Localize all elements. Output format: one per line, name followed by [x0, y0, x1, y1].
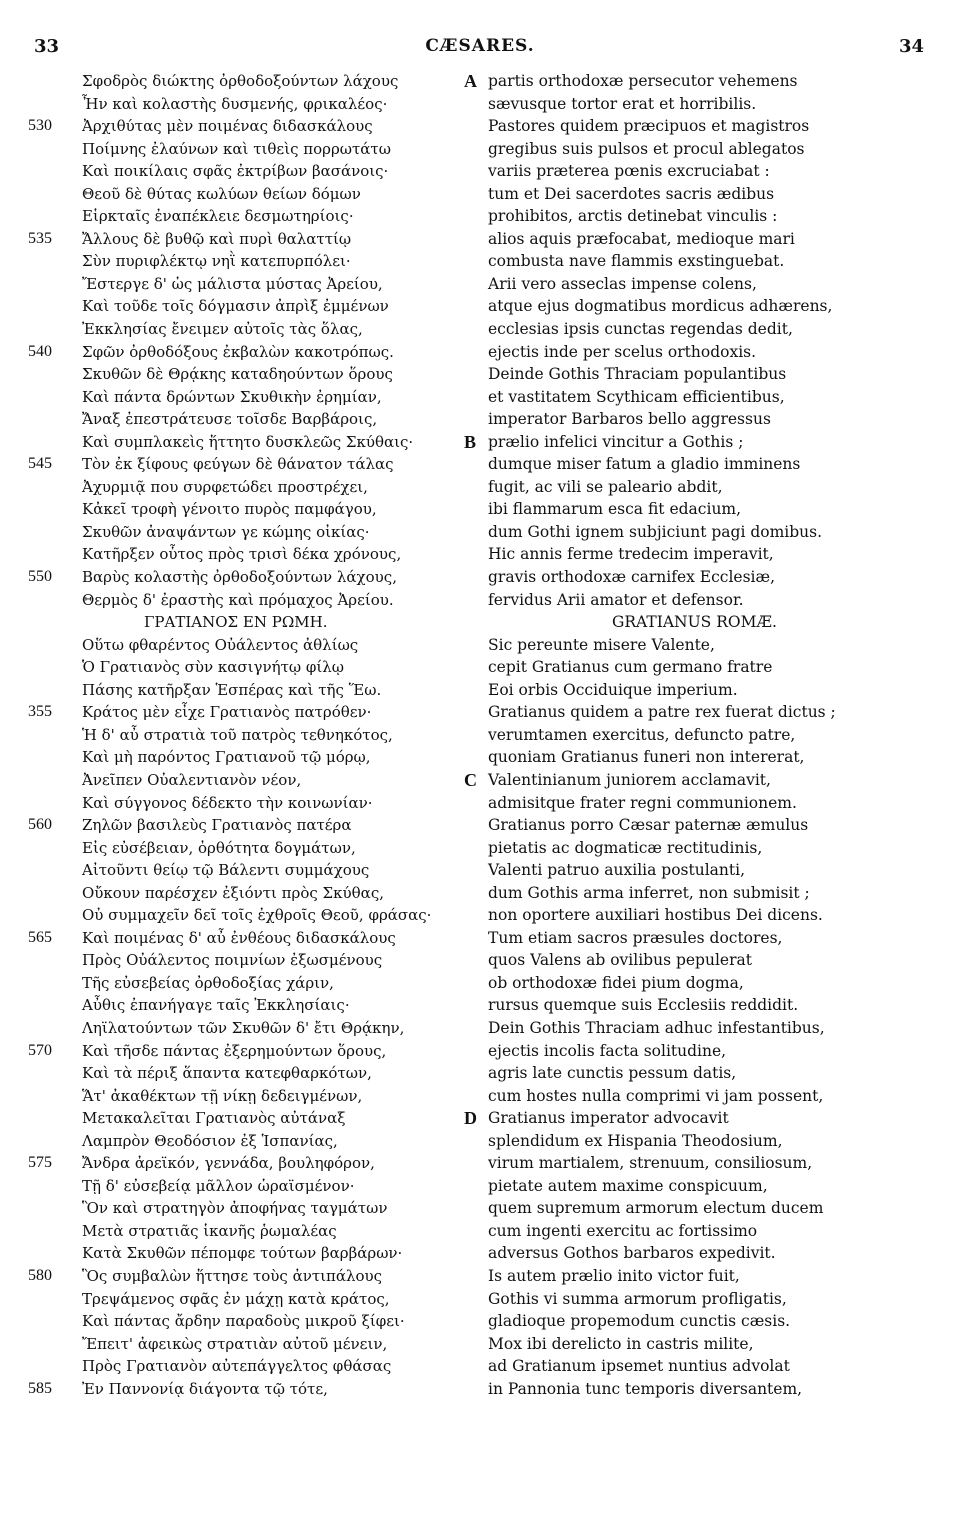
greek-verse-text: Βαρὺς κολαστὴς ὀρθοδοξούντων λάχους, — [82, 568, 397, 587]
latin-verse-text: atque ejus dogmatibus mordicus adhærens, — [488, 297, 833, 316]
latin-verse-text: ibi flammarum esca fit edacium, — [488, 500, 742, 519]
latin-verse-text: in Pannonia tunc temporis diversantem, — [488, 1379, 803, 1398]
greek-verse-text: Κατῆρξεν οὗτος πρὸς τρισὶ δέκα χρόνους, — [82, 545, 402, 564]
greek-verse-line — [46, 589, 464, 612]
latin-verse-text: Mox ibi derelicto in castris milite, — [488, 1334, 754, 1353]
latin-verse-text: quem supremum armorum electum ducem — [488, 1199, 824, 1218]
latin-verse-text: dum Gothis arma inferret, non submisit ; — [488, 883, 810, 902]
latin-verse-line — [488, 1378, 928, 1401]
latin-verse-text: GRATIANUS ROMÆ. — [612, 613, 777, 632]
greek-verse-line — [46, 138, 464, 161]
greek-verse-text: Σκυθῶν ἀναψάντων γε κώμης οἰκίας· — [82, 522, 370, 541]
latin-verse-line — [488, 634, 928, 657]
verse-number: 565 — [28, 928, 52, 946]
greek-verse-text: Καὶ πάντας ἄρδην παραδοὺς μικροῦ ξίφει· — [82, 1312, 405, 1331]
latin-verse-text: et vastitatem Scythicam efficientibus, — [488, 387, 785, 406]
greek-verse-line — [46, 792, 464, 815]
latin-verse-text: sævusque tortor erat et horribilis. — [488, 94, 757, 113]
greek-verse-text: Καὶ ποιμένας δ' αὖ ἐνθέους διδασκάλους — [82, 928, 396, 947]
right-page-number: 34 — [898, 36, 924, 57]
greek-verse-line — [46, 746, 464, 769]
greek-verse-text: Σφοδρὸς διώκτης ὀρθοδοξούντων λάχους — [82, 72, 399, 90]
greek-verse-text: Θερμὸς δ' ἐραστὴς καὶ πρόμαχος Ἀρείου. — [82, 590, 394, 609]
margin-letter: B — [464, 431, 477, 452]
latin-verse-line — [488, 679, 928, 702]
latin-verse-line — [488, 724, 928, 747]
greek-verse-line — [46, 183, 464, 206]
greek-verse-line — [46, 724, 464, 747]
latin-verse-text: prohibitos, arctis detinebat vinculis : — [488, 207, 778, 226]
latin-verse-text: virum martialem, strenuum, consiliosum, — [488, 1154, 813, 1173]
greek-verse-text: Ἐν Παννονίᾳ διάγοντα τῷ τότε, — [82, 1379, 328, 1398]
latin-verse-line — [488, 746, 928, 769]
greek-verse-line — [28, 1152, 464, 1175]
greek-verse-text: Ἦν καὶ κολαστὴς δυσμενής, φρικαλέος· — [82, 94, 388, 113]
greek-verse-line — [46, 70, 464, 93]
greek-verse-text: Ἔπειτ' ἀφεικὼς στρατιὰν αὐτοῦ μένειν, — [82, 1334, 388, 1353]
latin-verse-text: ecclesias ipsis cunctas regendas dedit, — [488, 320, 793, 339]
greek-verse-line — [28, 1378, 464, 1401]
greek-verse-line — [46, 476, 464, 499]
latin-verse-text: non oportere auxiliari hostibus Dei dicens. — [488, 906, 823, 925]
greek-verse-text: Ἄλλους δὲ βυθῷ καὶ πυρὶ θαλαττίῳ — [82, 229, 352, 248]
greek-verse-line — [46, 93, 464, 116]
greek-verse-line — [46, 1062, 464, 1085]
latin-verse-line — [488, 701, 928, 724]
page-header — [0, 36, 960, 60]
verse-number: 550 — [28, 568, 52, 586]
latin-verse-text: verumtamen exercitus, defuncto patre, — [488, 725, 796, 744]
greek-verse-text: Ἀνεῖπεν Οὐαλεντιανὸν νέον, — [82, 770, 302, 789]
greek-verse-text: Ὁ Γρατιανὸς σὺν κασιγνήτῳ φίλῳ — [82, 658, 345, 677]
greek-verse-text: Καὶ σύγγονος δέδεκτο τὴν κοινωνίαν· — [82, 793, 373, 812]
greek-verse-text: Ὃς συμβαλὼν ἥττησε τοὺς ἀντιπάλους — [82, 1266, 383, 1285]
greek-verse-line — [46, 1288, 464, 1311]
latin-verse-text: Hic annis ferme tredecim imperavit, — [488, 545, 774, 564]
greek-verse-text: Πρὸς Γρατιανὸν αὐτεπάγγελτος φθάσας — [82, 1357, 392, 1376]
greek-verse-line — [46, 250, 464, 273]
latin-verse-text: ejectis incolis facta solitudine, — [488, 1041, 727, 1060]
latin-verse-text: Valentinianum juniorem acclamavit, — [488, 770, 771, 789]
greek-verse-text: Καὶ μὴ παρόντος Γρατιανοῦ τῷ μόρῳ, — [82, 748, 371, 767]
greek-verse-text: ΓΡΑΤΙΑΝΟΣ ΕΝ ΡΩΜΗ. — [144, 613, 328, 632]
greek-verse-text: Τῇ δ' εὐσεβείᾳ μᾶλλον ὡραϊσμένον· — [82, 1176, 355, 1195]
greek-verse-line — [46, 273, 464, 296]
greek-verse-text: Σφῶν ὀρθοδόξους ἐκβαλὼν κακοτρόπως. — [82, 342, 394, 361]
latin-verse-line — [488, 1355, 928, 1378]
greek-verse-text: Ἐκκλησίας ἔνειμεν αὐτοῖς τὰς ὅλας, — [82, 320, 363, 339]
greek-verse-line — [46, 1017, 464, 1040]
latin-verse-line — [488, 250, 928, 273]
latin-verse-text: cepit Gratianus cum germano fratre — [488, 658, 773, 677]
latin-verse-text: imperator Barbaros bello aggressus — [488, 410, 771, 429]
latin-column — [464, 70, 928, 1400]
greek-verse-line — [46, 1333, 464, 1356]
latin-section-heading — [488, 611, 928, 634]
greek-verse-text: Τὸν ἐκ ξίφους φεύγων δὲ θάνατον τάλας — [82, 455, 394, 474]
greek-verse-line — [46, 656, 464, 679]
greek-verse-text: Πρὸς Οὐάλεντος ποιμνίων ἐξωσμένους — [82, 951, 383, 970]
greek-column — [28, 70, 464, 1400]
latin-verse-line — [488, 949, 928, 972]
greek-verse-line — [28, 453, 464, 476]
latin-verse-line — [488, 408, 928, 431]
greek-verse-line — [46, 1130, 464, 1153]
greek-verse-text: Μετὰ στρατιᾶς ἱκανῆς ῥωμαλέας — [82, 1221, 337, 1240]
latin-verse-line — [488, 656, 928, 679]
latin-verse-text: Tum etiam sacros præsules doctores, — [488, 928, 783, 947]
latin-verse-line — [488, 1017, 928, 1040]
latin-verse-line — [488, 476, 928, 499]
verse-number: 530 — [28, 117, 52, 135]
greek-verse-line — [46, 904, 464, 927]
latin-verse-line — [488, 1130, 928, 1153]
greek-verse-line — [46, 634, 464, 657]
latin-verse-text: cum ingenti exercitu ac fortissimo — [488, 1221, 758, 1240]
latin-verse-line — [488, 1242, 928, 1265]
greek-verse-line — [46, 769, 464, 792]
greek-verse-text: Ἀρχιθύτας μὲν ποιμένας διδασκάλους — [82, 117, 373, 136]
greek-verse-line — [46, 949, 464, 972]
latin-verse-text: tum et Dei sacerdotes sacris ædibus — [488, 184, 775, 203]
latin-verse-text: quoniam Gratianus funeri non intererat, — [488, 748, 805, 767]
greek-verse-text: Οὐ συμμαχεῖν δεῖ τοῖς ἐχθροῖς Θεοῦ, φράσας· — [82, 906, 432, 925]
greek-verse-line — [28, 115, 464, 138]
greek-verse-line — [28, 341, 464, 364]
verse-number: 355 — [28, 703, 52, 721]
latin-verse-line — [488, 205, 928, 228]
latin-verse-text: Arii vero asseclas impense colens, — [488, 274, 757, 293]
greek-verse-text: Ληϊλατούντων τῶν Σκυθῶν δ' ἔτι Θρᾴκην, — [82, 1018, 405, 1037]
greek-verse-text: Ἀχυρμιᾷ που συρφετώδει προστρέχει, — [82, 477, 368, 496]
greek-verse-line — [46, 521, 464, 544]
latin-verse-line — [488, 160, 928, 183]
left-page-number: 33 — [34, 36, 60, 57]
latin-verse-line — [464, 769, 928, 792]
latin-verse-text: gregibus suis pulsos et procul ablegatos — [488, 139, 805, 158]
greek-verse-text: Καὶ συμπλακεὶς ἥττητο δυσκλεῶς Σκύθαις· — [82, 432, 414, 451]
latin-verse-line — [488, 589, 928, 612]
verse-number: 560 — [28, 816, 52, 834]
latin-verse-text: adversus Gothos barbaros expedivit. — [488, 1244, 776, 1263]
greek-verse-line — [28, 814, 464, 837]
latin-verse-text: variis præterea pœnis excruciabat : — [488, 162, 770, 181]
latin-verse-text: gladioque propemodum cunctis cæsis. — [488, 1312, 791, 1331]
latin-verse-line — [488, 1333, 928, 1356]
latin-verse-line — [488, 927, 928, 950]
latin-verse-text: Gratianus imperator advocavit — [488, 1109, 729, 1128]
latin-verse-line — [488, 972, 928, 995]
verse-number: 545 — [28, 455, 52, 473]
latin-verse-line — [488, 341, 928, 364]
latin-verse-text: prælio infelici vincitur a Gothis ; — [488, 432, 744, 451]
greek-verse-line — [46, 1107, 464, 1130]
margin-letter: C — [464, 769, 477, 790]
latin-verse-text: fervidus Arii amator et defensor. — [488, 590, 744, 609]
greek-verse-line — [46, 1220, 464, 1243]
margin-letter: A — [464, 71, 477, 91]
latin-verse-text: pietatis ac dogmaticæ rectitudinis, — [488, 838, 763, 857]
latin-verse-line — [488, 115, 928, 138]
greek-verse-text: Κράτος μὲν εἶχε Γρατιανὸς πατρόθεν· — [82, 703, 372, 722]
greek-verse-line — [28, 1040, 464, 1063]
greek-verse-line — [46, 679, 464, 702]
latin-verse-text: ad Gratianum ipsemet nuntius advolat — [488, 1357, 790, 1376]
latin-verse-line — [464, 431, 928, 454]
latin-verse-line — [488, 295, 928, 318]
greek-verse-line — [46, 431, 464, 454]
greek-verse-text: Σκυθῶν δὲ Θρᾴκης καταδηούντων ὅρους — [82, 365, 393, 384]
greek-verse-text: Ἔστεργε δ' ὡς μάλιστα μύστας Ἀρείου, — [82, 274, 383, 293]
greek-verse-line — [46, 1085, 464, 1108]
latin-verse-line — [488, 859, 928, 882]
latin-verse-line — [488, 1175, 928, 1198]
latin-verse-text: cum hostes nulla comprimi vi jam possent, — [488, 1086, 824, 1105]
latin-verse-line — [488, 453, 928, 476]
greek-verse-line — [46, 837, 464, 860]
greek-verse-text: Αἰτοῦντι θείῳ τῷ Βάλεντι συμμάχους — [82, 861, 370, 880]
latin-verse-text: gravis orthodoxæ carnifex Ecclesiæ, — [488, 568, 776, 587]
latin-verse-line — [488, 498, 928, 521]
greek-verse-line — [28, 1265, 464, 1288]
margin-letter: D — [464, 1108, 477, 1129]
greek-verse-line — [46, 994, 464, 1017]
greek-verse-text: Οὕτω φθαρέντος Οὐάλεντος ἀθλίως — [82, 635, 359, 654]
verse-number: 585 — [28, 1379, 52, 1397]
latin-verse-line — [488, 814, 928, 837]
greek-verse-text: Αὖθις ἐπανήγαγε ταῖς Ἐκκλησίαις· — [82, 996, 350, 1015]
latin-verse-line — [464, 1107, 928, 1130]
latin-verse-line — [488, 183, 928, 206]
verse-number: 540 — [28, 342, 52, 360]
latin-verse-line — [488, 1310, 928, 1333]
latin-verse-line — [488, 837, 928, 860]
latin-verse-text: fugit, ac vili se paleario abdit, — [488, 477, 723, 496]
latin-verse-text: dum Gothi ignem subjiciunt pagi domibus. — [488, 522, 823, 541]
latin-verse-line — [488, 363, 928, 386]
latin-verse-line — [488, 792, 928, 815]
greek-verse-line — [46, 386, 464, 409]
latin-verse-text: Is autem prælio inito victor fuit, — [488, 1266, 740, 1285]
latin-verse-line — [488, 1085, 928, 1108]
latin-verse-text: alios aquis præfocabat, medioque mari — [488, 229, 795, 248]
greek-verse-text: Θεοῦ δὲ θύτας κωλύων θείων δόμων — [82, 184, 361, 203]
greek-verse-text: Καὶ ποικίλαις σφᾶς ἐκτρίβων βασάνοις· — [82, 162, 389, 181]
greek-verse-text: Ποίμνης ἐλαύνων καὶ τιθεὶς πορρωτάτω — [82, 139, 391, 158]
greek-verse-text: Ἄναξ ἐπεστράτευσε τοῖσδε Βαρβάροις, — [82, 410, 378, 429]
latin-verse-line — [488, 138, 928, 161]
verse-number: 570 — [28, 1041, 52, 1059]
latin-verse-line — [488, 1062, 928, 1085]
greek-verse-text: Ἡ δ' αὖ στρατιὰ τοῦ πατρὸς τεθνηκότος, — [82, 725, 393, 744]
latin-verse-text: ejectis inde per scelus orthodoxis. — [488, 342, 757, 361]
latin-verse-line — [488, 318, 928, 341]
greek-verse-text: Κἀκεῖ τροφὴ γένοιτο πυρὸς παμφάγου, — [82, 500, 377, 519]
greek-verse-text: Εἱρκταῖς ἐναπέκλειε δεσμωτηρίοις· — [82, 207, 354, 226]
running-title: CÆSARES. — [425, 36, 535, 56]
latin-verse-line — [488, 273, 928, 296]
verse-number: 575 — [28, 1154, 52, 1172]
greek-verse-text: Ἄνδρα ἀρεϊκόν, γεννάδα, βουληφόρον, — [82, 1154, 375, 1173]
greek-verse-text: Καὶ πάντα δρώντων Σκυθικὴν ἐρημίαν, — [82, 387, 382, 406]
verse-number: 535 — [28, 229, 52, 247]
latin-verse-line — [488, 543, 928, 566]
latin-verse-line — [488, 1197, 928, 1220]
greek-verse-text: Μετακαλεῖται Γρατιανὸς αὐτάναξ — [82, 1109, 346, 1128]
latin-verse-line — [488, 1040, 928, 1063]
greek-verse-text: Ἅτ' ἀκαθέκτων τῇ νίκῃ δεδειγμένων, — [82, 1086, 363, 1105]
latin-verse-text: quos Valens ab ovilibus pepulerat — [488, 951, 752, 970]
greek-section-heading — [46, 611, 464, 634]
latin-verse-line — [488, 994, 928, 1017]
greek-verse-text: Εἰς εὐσέβειαν, ὀρθότητα δογμάτων, — [82, 838, 356, 857]
greek-verse-line — [46, 363, 464, 386]
latin-verse-line — [488, 1220, 928, 1243]
latin-verse-line — [488, 1152, 928, 1175]
latin-verse-text: splendidum ex Hispania Theodosium, — [488, 1131, 783, 1150]
greek-verse-line — [46, 498, 464, 521]
greek-verse-line — [46, 295, 464, 318]
latin-verse-text: ob orthodoxæ fidei pium dogma, — [488, 973, 744, 992]
latin-verse-line — [488, 882, 928, 905]
latin-verse-line — [488, 566, 928, 589]
latin-verse-line — [488, 521, 928, 544]
latin-verse-text: pietate autem maxime conspicuum, — [488, 1176, 768, 1195]
latin-verse-line — [488, 228, 928, 251]
latin-verse-line — [488, 1265, 928, 1288]
greek-verse-line — [46, 160, 464, 183]
verse-number: 580 — [28, 1266, 52, 1284]
greek-verse-line — [46, 1355, 464, 1378]
greek-verse-text: Κατὰ Σκυθῶν πέπομφε τούτων βαρβάρων· — [82, 1244, 403, 1263]
latin-verse-text: Eoi orbis Occiduique imperium. — [488, 680, 738, 699]
greek-verse-text: Λαμπρὸν Θεοδόσιον ἐξ Ἱσπανίας, — [82, 1131, 338, 1150]
latin-verse-text: dumque miser fatum a gladio imminens — [488, 455, 801, 474]
greek-verse-text: Καὶ τῆσδε πάντας ἐξερημούντων ὅρους, — [82, 1041, 387, 1060]
greek-verse-line — [46, 1197, 464, 1220]
latin-verse-text: Deinde Gothis Thraciam populantibus — [488, 365, 787, 384]
greek-verse-text: Οὔκουν παρέσχεν ἐξιόντι πρὸς Σκύθας, — [82, 883, 384, 902]
latin-verse-text: combusta nave flammis exstinguebat. — [488, 252, 785, 271]
latin-verse-text: Gratianus porro Cæsar paternæ æmulus — [488, 816, 809, 835]
latin-verse-line — [488, 93, 928, 116]
greek-verse-line — [28, 566, 464, 589]
latin-verse-text: Valenti patruo auxilia postulanti, — [488, 861, 745, 880]
greek-verse-text: Τῆς εὐσεβείας ὀρθοδοξίας χάριν, — [82, 973, 334, 992]
greek-verse-line — [46, 1175, 464, 1198]
greek-verse-line — [46, 543, 464, 566]
greek-verse-line — [46, 318, 464, 341]
greek-verse-text: Πάσης κατῆρξαν Ἑσπέρας καὶ τῆς Ἕω. — [82, 680, 382, 699]
greek-verse-line — [46, 972, 464, 995]
latin-verse-line — [488, 386, 928, 409]
latin-verse-text: partis orthodoxæ persecutor vehemens — [488, 72, 798, 90]
latin-verse-text: Gothis vi summa armorum profligatis, — [488, 1289, 787, 1308]
greek-verse-text: Σὺν πυριφλέκτῳ νηῒ κατεπυρπόλει· — [82, 252, 351, 271]
greek-verse-text: Καὶ τοῦδε τοῖς δόγμασιν ἀπρὶξ ἐμμένων — [82, 297, 389, 316]
latin-verse-text: Dein Gothis Thraciam adhuc infestantibus, — [488, 1018, 825, 1037]
greek-verse-line — [46, 882, 464, 905]
greek-verse-line — [46, 859, 464, 882]
greek-verse-line — [46, 408, 464, 431]
greek-verse-line — [46, 1310, 464, 1333]
greek-verse-text: Τρεψάμενος σφᾶς ἐν μάχῃ κατὰ κράτος, — [82, 1289, 390, 1308]
greek-verse-line — [28, 701, 464, 724]
greek-verse-line — [46, 1242, 464, 1265]
latin-verse-text: agris late cunctis pessum datis, — [488, 1064, 737, 1083]
latin-verse-line — [488, 1288, 928, 1311]
greek-verse-text: Ὃν καὶ στρατηγὸν ἀποφήνας ταγμάτων — [82, 1199, 388, 1218]
latin-verse-text: rursus quemque suis Ecclesiis reddidit. — [488, 996, 799, 1015]
latin-verse-text: Sic pereunte misere Valente, — [488, 635, 715, 654]
latin-verse-line — [488, 904, 928, 927]
greek-verse-line — [28, 228, 464, 251]
greek-verse-text: Καὶ τὰ πέριξ ἅπαντα κατεφθαρκότων, — [82, 1064, 372, 1083]
latin-verse-line — [464, 70, 928, 93]
greek-verse-line — [28, 927, 464, 950]
latin-verse-text: admisitque frater regni communionem. — [488, 793, 797, 812]
latin-verse-text: Pastores quidem præcipuos et magistros — [488, 117, 810, 136]
greek-verse-line — [46, 205, 464, 228]
latin-verse-text: Gratianus quidem a patre rex fuerat dictus ; — [488, 703, 836, 722]
greek-verse-text: Ζηλῶν βασιλεὺς Γρατιανὸς πατέρα — [82, 816, 352, 835]
